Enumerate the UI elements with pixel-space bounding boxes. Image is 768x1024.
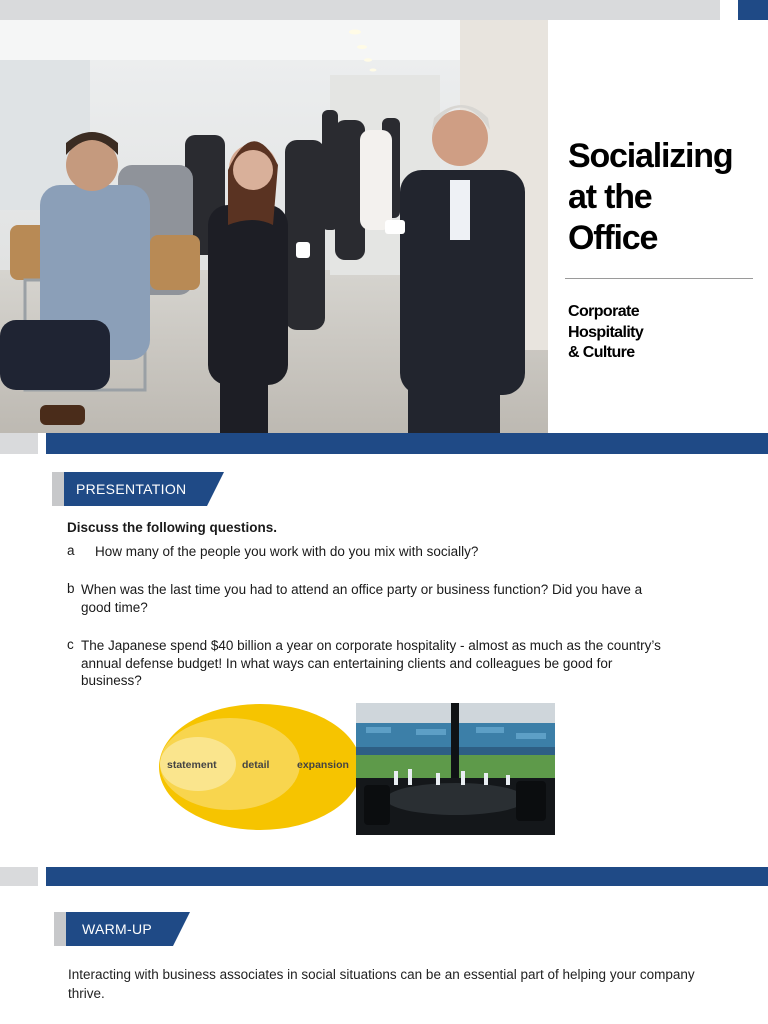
warmup-text: Interacting with business associates in social situations can be an essential part of helping your company thrive. xyxy=(68,967,695,1001)
presentation-tab xyxy=(52,472,232,506)
hero-photo xyxy=(0,20,548,433)
diagram-label-detail: detail xyxy=(242,759,270,771)
question-letter-a: a xyxy=(67,543,75,558)
statement-detail-expansion-diagram xyxy=(158,703,363,831)
warmup-tab xyxy=(54,912,204,946)
subtitle-line: & Culture xyxy=(568,344,635,361)
question-letter-c: c xyxy=(67,637,74,652)
title-divider xyxy=(565,278,753,279)
tab-accent xyxy=(52,472,64,506)
title-line: Socializing xyxy=(568,137,733,175)
stadium-hospitality-photo xyxy=(356,703,555,835)
title-line: Office xyxy=(568,219,658,257)
question-a-text: How many of the people you work with do you mix with socially? xyxy=(95,544,479,559)
section-divider-blue xyxy=(46,867,768,886)
section-divider-grey xyxy=(0,867,38,886)
top-blue-bar xyxy=(738,0,768,20)
page-subtitle xyxy=(568,302,758,364)
top-grey-bar xyxy=(0,0,720,20)
page-title xyxy=(568,136,763,259)
questions-heading: Discuss the following questions. xyxy=(67,520,278,535)
subtitle-line: Corporate xyxy=(568,303,640,320)
question-c-text: The Japanese spend $40 billion a year on corporate hospitality - almost as much as the country’s annual defense budget! In what ways can entertaining clients and colleagues be good for business? xyxy=(81,638,661,688)
section-divider-blue xyxy=(46,433,768,454)
section-divider-grey xyxy=(0,433,38,454)
diagram-label-statement: statement xyxy=(167,759,217,771)
question-letter-b: b xyxy=(67,581,75,596)
title-line: at the xyxy=(568,178,652,216)
presentation-tab-label: PRESENTATION xyxy=(76,481,187,497)
diagram-label-expansion: expansion xyxy=(297,759,349,771)
question-b-text: When was the last time you had to attend an office party or business function? Did you have a good time? xyxy=(81,582,643,615)
warmup-tab-label: WARM-UP xyxy=(82,921,153,937)
subtitle-line: Hospitality xyxy=(568,323,644,341)
tab-accent xyxy=(54,912,66,946)
